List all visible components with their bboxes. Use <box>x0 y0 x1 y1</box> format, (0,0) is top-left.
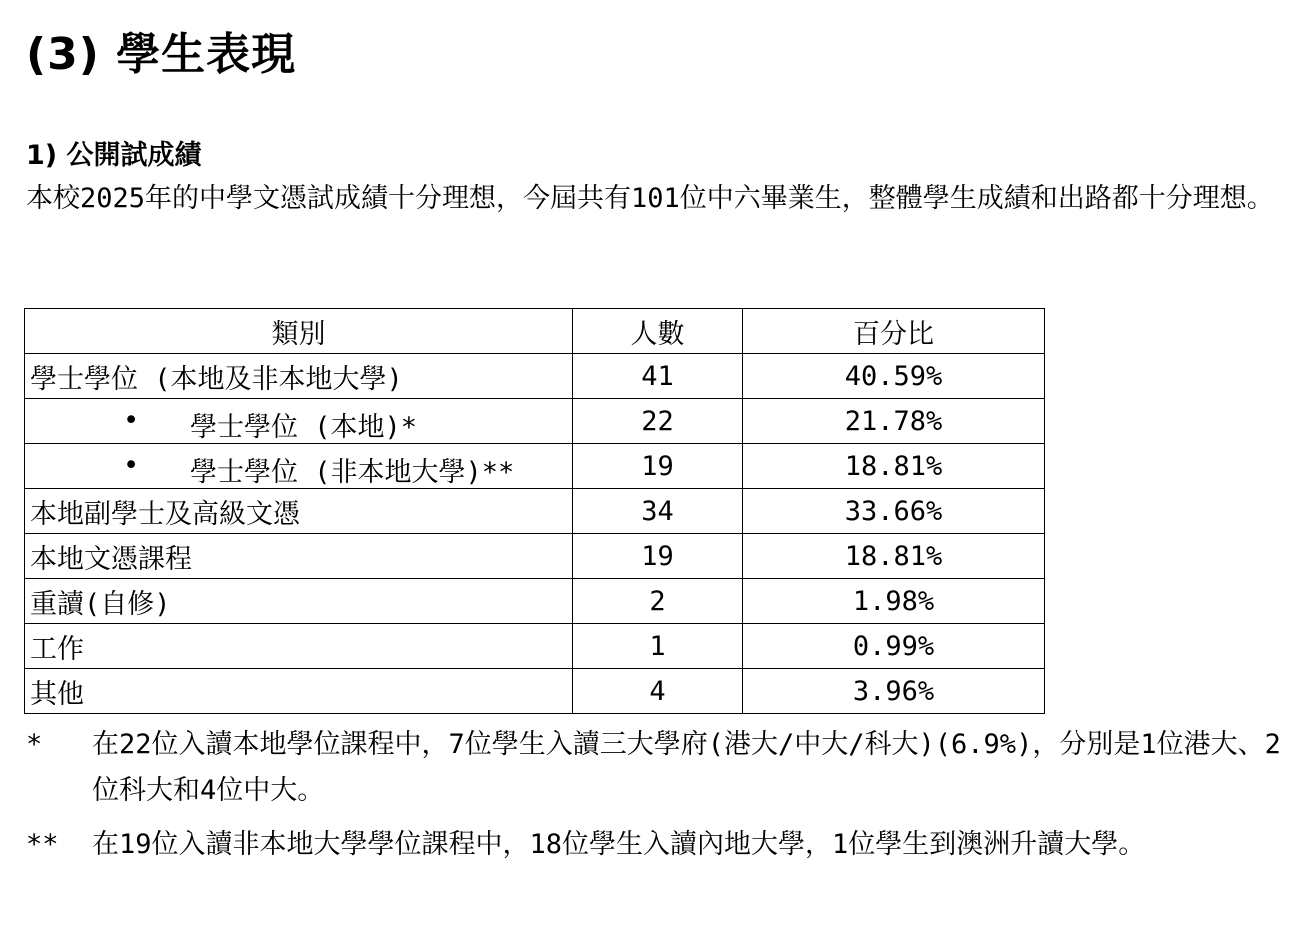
row-category: 其他 <box>25 669 573 714</box>
row-count: 34 <box>573 489 743 534</box>
row-category: 本地副學士及高級文憑 <box>25 489 573 534</box>
row-percent: 0.99% <box>743 624 1045 669</box>
row-count: 1 <box>573 624 743 669</box>
row-category-cell <box>25 399 573 444</box>
footnote-text: 在22位入讀本地學位課程中，7位學生入讀三大學府(港大/中大/科大)(6.9%)，分別是1位港大、2位科大和4位中大。 <box>92 729 1281 806</box>
row-category-cell <box>25 444 573 489</box>
header-category: 類別 <box>25 309 573 354</box>
row-count: 41 <box>573 354 743 399</box>
table-row <box>25 624 1045 669</box>
table-row <box>25 399 1045 444</box>
row-category: 學士學位 (本地)* <box>190 412 418 443</box>
row-percent: 33.66% <box>743 489 1045 534</box>
row-category: 學士學位 (本地及非本地大學) <box>25 354 573 399</box>
row-percent: 1.98% <box>743 579 1045 624</box>
table-row <box>25 534 1045 579</box>
table-row <box>25 444 1045 489</box>
footnote-marker: ** <box>26 829 59 860</box>
row-percent: 40.59% <box>743 354 1045 399</box>
table-row <box>25 354 1045 399</box>
section-title: 1) 公開試成績 <box>26 140 202 171</box>
row-count: 19 <box>573 534 743 579</box>
row-percent: 21.78% <box>743 399 1045 444</box>
row-category: 工作 <box>25 624 573 669</box>
table-row <box>25 579 1045 624</box>
row-category: 重讀(自修) <box>25 579 573 624</box>
table-header-row <box>25 309 1045 354</box>
table-row <box>25 669 1045 714</box>
table-row <box>25 489 1045 534</box>
row-category: 本地文憑課程 <box>25 534 573 579</box>
row-percent: 18.81% <box>743 444 1045 489</box>
row-count: 22 <box>573 399 743 444</box>
row-count: 2 <box>573 579 743 624</box>
footnote-text: 在19位入讀非本地大學學位課程中，18位學生入讀內地大學，1位學生到澳洲升讀大學。 <box>92 829 1146 860</box>
row-count: 4 <box>573 669 743 714</box>
intro-paragraph: 本校2025年的中學文憑試成績十分理想，今屆共有101位中六畢業生，整體學生成績和出路都十分理想。 <box>26 183 1274 214</box>
bullet-marker: • <box>123 450 140 481</box>
row-percent: 3.96% <box>743 669 1045 714</box>
row-percent: 18.81% <box>743 534 1045 579</box>
row-count: 19 <box>573 444 743 489</box>
header-count: 人數 <box>573 309 743 354</box>
header-percent: 百分比 <box>743 309 1045 354</box>
bullet-marker: • <box>123 405 140 436</box>
page-title: (3) 學生表現 <box>26 29 297 80</box>
footnote-marker: * <box>26 729 43 760</box>
results-table <box>24 308 1045 714</box>
row-category: 學士學位 (非本地大學)** <box>190 457 515 488</box>
